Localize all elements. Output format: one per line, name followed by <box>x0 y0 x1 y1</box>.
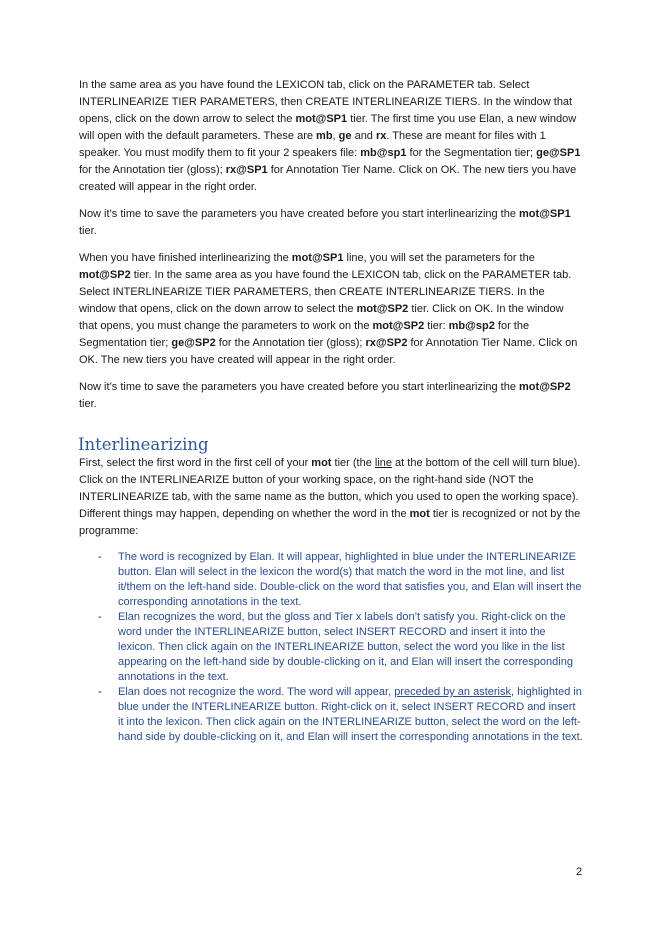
bold-term: mot@SP2 <box>79 269 131 281</box>
text-run: at the bottom of the cell will turn blue). Click on the INTERLINEARIZE button of your working space, on the right-hand side (NOT the INTERLINEARIZE tab, with the same name as the button, which you used to open the working space). Different things may happen, depending on whether the word in the <box>79 457 581 520</box>
paragraph-create-tiers-sp2 <box>79 250 584 369</box>
text-run: First, select the first word in the first cell of your <box>79 457 312 469</box>
section-intro <box>79 455 584 550</box>
text-run: tier. The first time you use Elan, a new window will open with the default parameters. These are <box>79 113 577 142</box>
text-run: tier. Click on OK. In the window that opens, you must change the parameters to work on the <box>79 303 564 332</box>
text-run: Now it’s time to save the parameters you have created before you start interlinearizing the <box>79 208 520 220</box>
bold-term: mot <box>311 457 332 469</box>
list-item-text: , highlighted in blue under the INTERLINEARIZE button. Right-click on it, select INSERT RECORD and insert it into the lexicon. Then click again on the INTERLINEARIZE button, select the word on the left-hand side by double-clicking on it, and Elan will insert the corresponding annotations in the text. <box>118 686 583 743</box>
text-run: tier is recognized or not by the programme: <box>79 508 581 537</box>
bold-term: mot@SP2 <box>519 381 571 393</box>
bold-term: mot@SP1 <box>519 208 571 220</box>
text-run: line, you will set the parameters for the <box>343 252 535 264</box>
list-item <box>79 685 584 745</box>
paragraph-save-sp1 <box>79 206 584 240</box>
bold-term: rx@SP2 <box>365 337 408 349</box>
text-run: for Annotation Tier Name. Click on OK. The new tiers you have created will appear in the right order. <box>79 337 578 366</box>
list-item-text: The word is recognized by Elan. It will appear, highlighted in blue under the INTERLINEARIZE button. Elan will select in the lexicon the word(s) that match the word in the mot line, and list it/them on the left-hand side. Double-click on the word that satisfies you, and Elan will insert the corresponding annotations in the text. <box>118 551 582 608</box>
body-paragraphs <box>79 77 584 423</box>
bold-term: mot@SP1 <box>295 113 348 125</box>
bold-term: ge@SP2 <box>171 337 216 349</box>
text-run: When you have finished interlinearizing the <box>79 252 292 264</box>
text-run: Now it’s time to save the parameters you have created before you start interlinearizing the <box>79 381 520 393</box>
bold-term: mb@sp2 <box>448 320 495 332</box>
bold-term: ge@SP1 <box>536 147 581 159</box>
text-run: tier. <box>79 225 97 237</box>
bold-term: rx@SP1 <box>225 164 268 176</box>
text-run: tier. <box>79 398 97 410</box>
text-run: and <box>351 130 376 142</box>
bold-term: ge <box>338 130 352 142</box>
list-dash: - <box>98 551 102 563</box>
text-run: . These are meant for files with 1 speaker. You must modify them to fit your 2 speakers file: <box>79 130 546 159</box>
text-run: tier: <box>424 320 449 332</box>
bold-term: rx <box>375 130 387 142</box>
text-run: In the same area as you have found the LEXICON tab, click on the PARAMETER tab. Select INTERLINEARIZE TIER PARAMETERS, then CREATE INTERLINEARIZE TIERS. In the window that opens, click on the down arrow to select the <box>79 79 573 125</box>
list-item-text: Elan does not recognize the word. The word will appear, <box>118 686 395 698</box>
list-dash: - <box>98 686 102 698</box>
text-run: for Annotation Tier Name. Click on OK. The new tiers you have created will appear in the right order. <box>79 164 577 193</box>
underlined-term: preceded by an asterisk <box>394 686 511 698</box>
outcome-list <box>79 550 584 745</box>
bold-term: mot@SP1 <box>291 252 344 264</box>
text-run: , <box>332 130 339 142</box>
text-run: for the Annotation tier (gloss); <box>79 164 226 176</box>
text-run: tier. In the same area as you have found the LEXICON tab, click on the PARAMETER tab. Select INTERLINEARIZE TIER PARAMETERS, then CREATE INTERLINEARIZE TIERS. In the window that opens, click on the down arrow to select the <box>79 269 572 315</box>
paragraph-save-sp2 <box>79 379 584 413</box>
list-dash: - <box>98 611 102 623</box>
paragraph-create-tiers-sp1 <box>79 77 584 196</box>
bold-term: mb <box>316 130 333 142</box>
bold-term: mot@SP2 <box>372 320 425 332</box>
text-run: for the Segmentation tier; <box>406 147 537 159</box>
section-heading: Interlinearizing <box>78 435 209 454</box>
paragraph-interlinearize-intro <box>79 455 584 540</box>
underlined-term: line <box>374 457 392 469</box>
bold-term: mot <box>409 508 430 520</box>
page-number: 2 <box>576 866 583 878</box>
list-item <box>79 610 584 685</box>
text-run: tier (the <box>331 457 375 469</box>
text-run: for the Annotation tier (gloss); <box>215 337 366 349</box>
list-item-text: Elan recognizes the word, but the gloss and Tier x labels don’t satisfy you. Right-click on the word under the INTERLINEARIZE button, select INSERT RECORD and insert it into the lexicon. Then click again on the INTERLINEARIZE button, select the word you like in the list appearing on the left-hand side by double-clicking on it, and Elan will insert the corresponding annotations in the text. <box>118 611 573 683</box>
bold-term: mot@SP2 <box>356 303 409 315</box>
bold-term: mb@sp1 <box>360 147 407 159</box>
text-run: for the Segmentation tier; <box>79 320 530 349</box>
list-item <box>79 550 584 610</box>
